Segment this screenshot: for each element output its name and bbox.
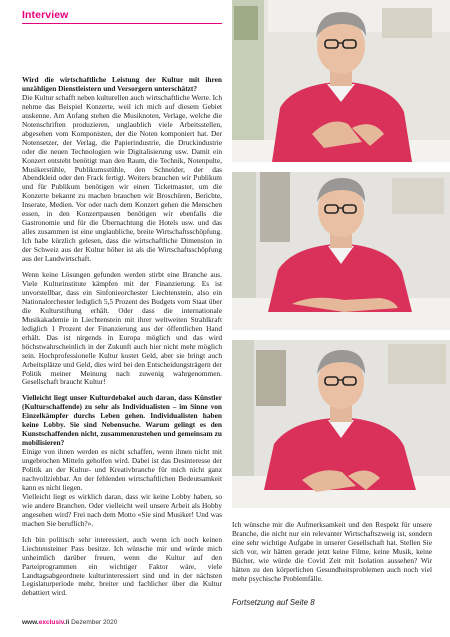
section-label: Interview xyxy=(22,9,69,21)
interview-question-1: Wird die wirtschaftliche Leistung der Kultur mit ihren unzähligen Dienstleistern und Versorgern unterschätzt? xyxy=(22,75,222,93)
interview-answer-2-closing: Ich bin politisch sehr interessiert, auch wenn ich noch keinen Liechtensteiner Pass besitze. Ich wünsche mir und würde mich unheimlich darüber freuen, wenn die Kultur auf den Parteiprogrammen ein wichtiger Faktor wäre, viele Landtagsabgeordnete kulturinteressiert sind und in der nächsten Legislaturperiode mehr, breiter und fachlicher über die Kultur debattiert wird. xyxy=(22,534,222,598)
interview-question-2: Vielleicht liegt unser Kulturdebakel auch daran, dass Künstler (Kulturschaffende) zu sehr als Individualisten – im Sinne von Einzelkämpfer durchs Leben gehen. Individualisten haben keine Lobby. Sie sind Nebensuche. Warum gelingt es den Kunstschaffenden nicht, zusammenzustehen und gemeinsam zu mobilisieren? xyxy=(22,393,222,448)
interview-answer-2-continued: Vielleicht liegt es wirklich daran, dass wir keine Lobby haben, so wie andere Branchen. Oder vielleicht weil unsere Arbeit als Hobby angesehen wird? Frei nach dem Motto «Sie sind Musiker! Und was machen Sie beruflich?». xyxy=(22,491,222,528)
footer-date: Dezember 2020 xyxy=(71,619,118,626)
article-right-column xyxy=(232,521,432,584)
interview-answer-1-continued: Wenn keine Lösungen gefunden werden stirbt eine Branche aus. Viele Kulturinstitute kämpfen mit der Finanzierung. Es ist unvorstellbar, dass ein Sinfonieorchester Liechtenstein, also ein Nationalorchester lediglich 5,5 Prozent des Budgets vom Staat über die Kulturstiftung erhält. Oder dass die internationale Musikakademie in Liechtenstein mit ihrer weltweiten Strahlkraft lediglich 1 Prozent der Finanzierung aus der öffentlichen Hand erhält. Das ist nirgends in Europa möglich und das wird höchstwahrscheinlich in der Zukunft auch hier nicht mehr möglich sein. Hochprofessionelle Kultur kostet Geld, aber sie bringt auch Arbeitsplätze und Geld, dies wird bei den Entscheidungsträgern der Politik meiner Meinung nach zuwenig wahrgenommen. Gesellschaft braucht Kultur! xyxy=(22,270,222,387)
footer-url-prefix: www. xyxy=(22,619,39,626)
interview-answer-3: Ich wünsche mir die Aufmerksamkeit und den Respekt für unsere Branche, die nicht nur ein relevanter Wirtschaftszweig ist, sondern eine sehr wichtige Aufgabe in unserer Gesellschaft hat. Stellen Sie sich vor, wir hätten gerade jetzt keine Filme, keine Musik, keine Bücher, wie würde die Covid Zeit mit Isolation aussehen? Wir hätten zu den körperlichen Gesundheitsproblemen auch noch viel mehr psychische Problemfälle. xyxy=(232,520,432,583)
interview-answer-2: Einige von ihnen werden es nicht schaffen, wenn ihnen nicht mit ungebrochen Mitteln geholfen wird. Dabei ist das Desinteresse der Politik an der Kultur- und Kreativbranche für mich nicht ganz nachvollziehbar. An der fehlenden wirtschaftlichen Bedeutsamkeit kann es nicht liegen. xyxy=(22,447,222,492)
footer-url-brand: exclusiv xyxy=(38,619,64,626)
continued-note: Fortsetzung auf Seite 8 xyxy=(232,598,315,607)
header-divider xyxy=(22,23,222,24)
interview-photo-2 xyxy=(232,172,450,330)
interview-photo-3 xyxy=(232,340,450,508)
article-left-column xyxy=(22,76,222,605)
interview-photo-1 xyxy=(232,0,450,162)
interview-answer-1: Die Kultur schafft neben kulturellen auch wirtschaftliche Werte. Ich nehme das Beispiel Konzerte, weil ich mich auf diesem Gebiet auskenne. Am Anfang stehen die Musiknoten, Verlage, welche die Notenschriften produzieren, unglaublich viele Arbeitsstellen, abgesehen vom Komponisten, der die Noten komponiert hat. Der Notensetzer, der Verlag, die Papierindustrie, die Druckindustrie oder die neuen Technologien wie Digitalisierung usw. Damit ein Konzert entsteht benötigt man den Raum, die Technik, Notenpulte, Musikerstühle, Publikumsstühle, den Schneider, der das Abendkleid oder den Frack fertigt. Weiters brauchen wir Publikum und für Publikum benötigen wir einen Ticketmaster, um die Konzerte bekannt zu machen brauchen wir Broschüren, Berichte, Inserate, Medien. Vor oder nach dem Konzert gehen die Menschen essen, in den Konzertpausen benötigen wir ebenfalls die Gastronomie und für die Übernachtung die Hotels usw. und das alles zusammen ist eine unglaubliche, breite Wirtschaftsschöpfung. Ich habe kürzlich gelesen, dass die wirtschaftliche Dimension in der Schweiz aus der Kultur höher ist als die Wirtschaftsschöpfung aus der Landwirtschaft. xyxy=(22,92,222,264)
footer-url-suffix: .li xyxy=(63,619,70,626)
page-footer xyxy=(22,619,117,626)
